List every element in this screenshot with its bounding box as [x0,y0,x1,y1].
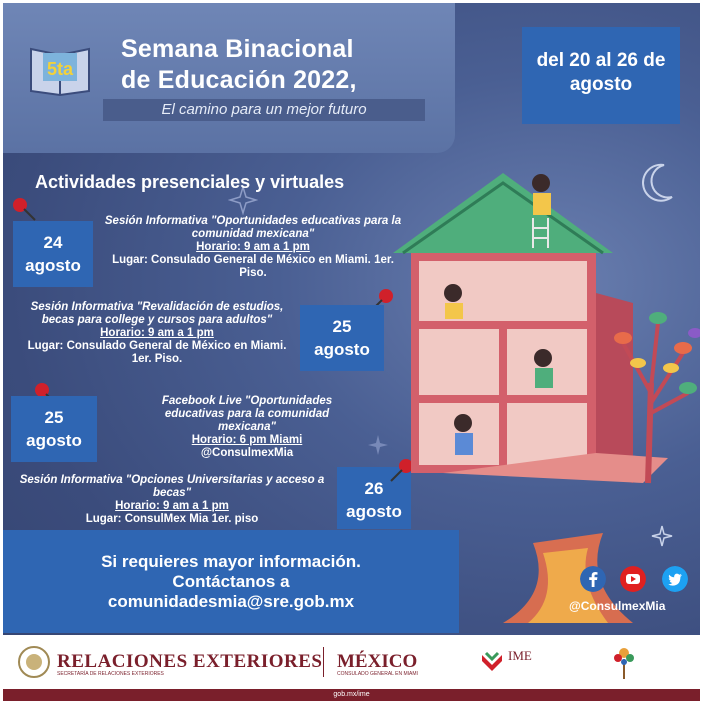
event-2-month: agosto [314,340,370,359]
contact-line-2: Contáctanos a [172,572,290,591]
mexico-logo-text: MÉXICO [337,651,418,672]
event-4-details [17,474,327,526]
event-1-title: Sesión Informativa "Oportunidades educativas para la comunidad mexicana" [104,215,402,240]
event-4-month: agosto [346,502,402,521]
event-1-day: 24 [43,233,63,252]
sre-subtitle: SECRETARÍA DE RELACIONES EXTERIORES [57,671,164,677]
footer [3,635,700,689]
contact-email[interactable]: comunidadesmia@sre.gob.mx [107,592,355,611]
youtube-icon[interactable] [620,566,646,592]
facebook-icon[interactable] [580,566,606,592]
event-4-time: Horario: 9 am a 1 pm [115,500,229,512]
ime-logo-text: IME [508,648,532,663]
pushpin-icon [11,196,37,222]
event-3-place: @ConsulmexMia [200,447,294,459]
mexico-subtitle: CONSULADO GENERAL EN MIAMI [337,671,418,677]
event-4-title: Sesión Informativa "Opciones Universitarias y acceso a becas" [19,474,325,499]
event-2-details [27,301,287,366]
event-3-title: Facebook Live "Oportunidades educativas para la comunidad mexicana" [161,395,333,433]
twitter-icon[interactable] [662,566,688,592]
footer-strip[interactable]: gob.mx/ime [3,689,700,701]
event-1-month: agosto [25,256,81,275]
event-2-title: Sesión Informativa "Revalidación de estudios, becas para college y cursos para adultos" [30,301,284,326]
date-range-box: del 20 al 26 de agosto [522,27,680,124]
event-4-day: 26 [364,479,384,498]
event-3-day: 25 [44,408,64,427]
tree-logo-icon [611,643,637,681]
badge-number: 5ta [46,59,74,79]
social-handle[interactable]: @ConsulmexMia [569,599,666,613]
event-1-details [101,215,405,280]
sre-logo-text: RELACIONES EXTERIORES [57,651,323,672]
title-line-2: de Educación 2022, [121,66,357,94]
event-1-time: Horario: 9 am a 1 pm [196,241,310,253]
contact-line-1: Si requieres mayor información. [101,552,361,571]
ime-logo-icon [480,649,504,673]
book-badge-icon [27,39,93,97]
event-3-details [137,395,357,460]
event-3-month: agosto [26,431,82,450]
poster [3,3,700,701]
event-4-place: Lugar: ConsulMex Mia 1er. piso [85,513,259,525]
event-3-date [11,396,97,462]
event-2-day: 25 [332,317,352,336]
section-title: Actividades presenciales y virtuales [35,172,345,192]
tagline: El camino para un mejor futuro [103,99,425,121]
title-panel [3,3,455,153]
event-3-time: Horario: 6 pm Miami [191,434,303,446]
contact-panel [3,530,459,633]
event-2-time: Horario: 9 am a 1 pm [100,327,214,339]
event-1-date [13,221,93,287]
event-2-date [300,305,384,371]
event-2-place: Lugar: Consulado General de México en Miami. 1er. Piso. [27,340,287,365]
footer-divider [323,647,324,677]
event-1-place: Lugar: Consulado General de México en Miami. 1er. Piso. [112,254,394,279]
title-line-1: Semana Binacional [121,35,354,63]
coat-of-arms-icon [17,645,51,679]
